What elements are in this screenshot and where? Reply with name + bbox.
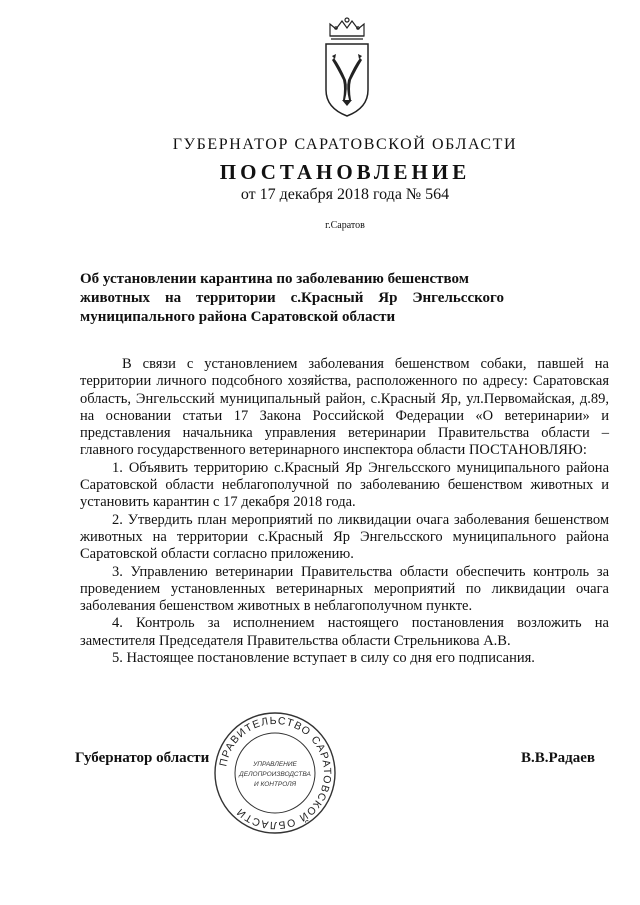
- stamp-ring-text: ПРАВИТЕЛЬСТВО САРАТОВСКОЙ ОБЛАСТИ: [217, 714, 334, 832]
- document-date-number: от 17 декабря 2018 года № 564: [240, 186, 450, 203]
- stamp-inner-line-1: УПРАВЛЕНИЕ: [253, 761, 297, 768]
- document-title: [80, 270, 504, 327]
- signatory-name: В.В.Радаев: [521, 750, 596, 766]
- decree-item-2: 2. Утвердить план мероприятий по ликвидации очага заболевания бешенством животных на территории с.Красный Яр Энгельсского муниципального района Саратовской области согласно приложению.: [80, 511, 609, 563]
- preamble-paragraph: В связи с установлением заболевания бешенством собаки, павшей на территории личного подсобного хозяйства, расположенного по адресу: Саратовская область, Энгельсский муниципальный район, с.Красный Яр, ул.Первомайская, д.89, на основании статьи 17 Закона Российской Федерации «О ветеринарии» и представления начальника управления ветеринарии Правительства области – главного государственного ветеринарного инспектора области ПОСТАНОВЛЯЮ:: [80, 356, 609, 459]
- title-line-3: муниципального района Саратовской области: [80, 309, 396, 325]
- document-body: [80, 356, 609, 667]
- decree-item-1: 1. Объявить территорию с.Красный Яр Энгельсского муниципального района Саратовской области неблагополучной по заболеванию бешенством животных и установить карантин с 17 декабря 2018 года.: [80, 459, 609, 511]
- decree-item-5: 5. Настоящее постановление вступает в силу со дня его подписания.: [112, 650, 535, 667]
- document-type-heading: ПОСТАНОВЛЕНИЕ: [219, 160, 471, 184]
- issuing-authority: ГУБЕРНАТОР САРАТОВСКОЙ ОБЛАСТИ: [172, 136, 518, 153]
- decree-item-3: 3. Управлению ветеринарии Правительства области обеспечить контроль за проведением установленных ветеринарных мероприятий по ликвидации очага заболевания бешенством животных в неблагополучном пункте.: [80, 563, 609, 615]
- title-line-2: животных на территории с.Красный Яр Энгельсского: [80, 290, 504, 306]
- stamp-inner-line-2: ДЕЛОПРОИЗВОДСТВА: [239, 771, 311, 778]
- decree-item-4: 4. Контроль за исполнением настоящего постановления возложить на заместителя Председателя Правительства области Стрельникова А.В.: [80, 615, 609, 649]
- coat-of-arms-emblem: [318, 16, 376, 120]
- official-stamp: [212, 710, 338, 836]
- signatory-title: Губернатор области: [75, 750, 210, 766]
- stamp-inner-line-3: И КОНТРОЛЯ: [254, 781, 296, 788]
- city-of-issue: г.Саратов: [325, 220, 365, 231]
- title-line-1: Об установлении карантина по заболеванию бешенством: [80, 271, 469, 287]
